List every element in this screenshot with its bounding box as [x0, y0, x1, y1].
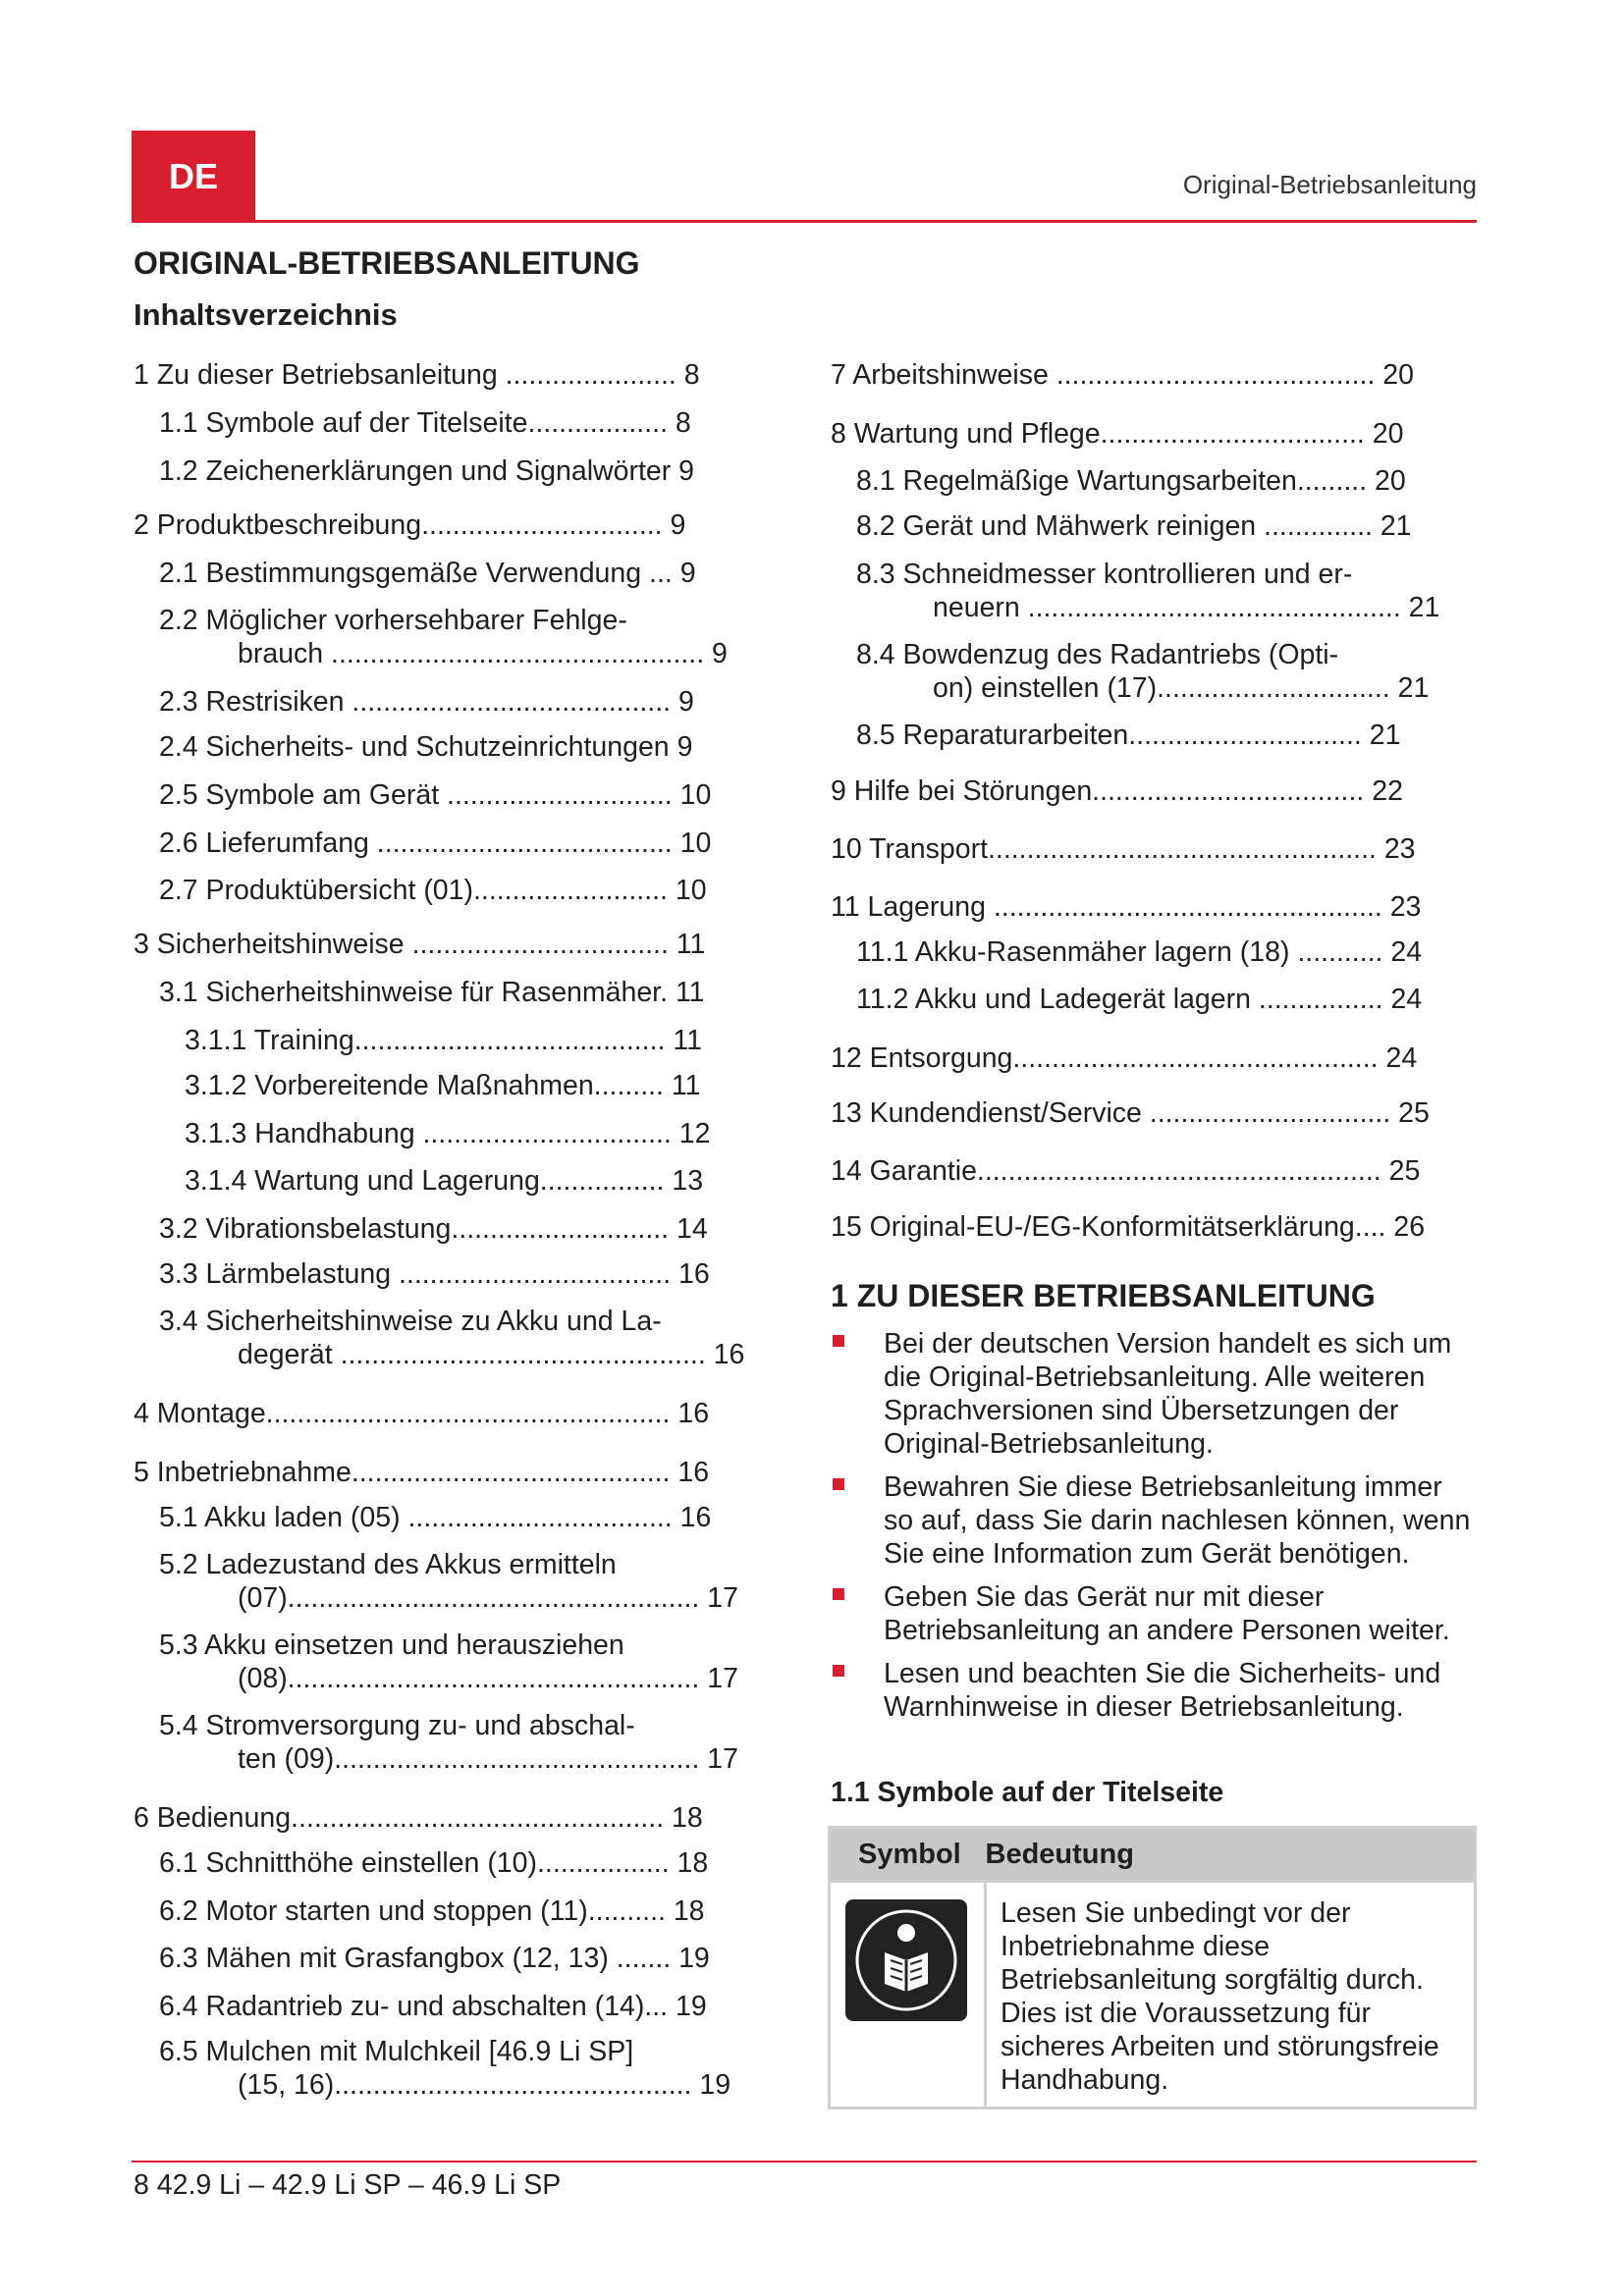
toc-entry[interactable]: 9 Hilfe bei Störungen................................... 22 [831, 775, 1403, 807]
bullet-square-icon [833, 1665, 844, 1677]
header-title: Original-Betriebsanleitung [1182, 170, 1477, 199]
document-title: ORIGINAL-BETRIEBSANLEITUNG [134, 245, 640, 281]
list-item: Lesen und beachten Sie die Sicherheits- und Warnhinweise in dieser Betriebsanleitung. [831, 1657, 1479, 1724]
toc-entry[interactable]: 13 Kundendienst/Service ............................... 25 [831, 1097, 1430, 1129]
toc-entry[interactable]: 8 Wartung und Pflege.................................. 20 [831, 418, 1404, 450]
toc-entry[interactable]: 6.4 Radantrieb zu- und abschalten (14)... 19 [159, 1991, 707, 2022]
toc-entry[interactable]: 2.3 Restrisiken ......................................... 9 [159, 686, 694, 718]
toc-entry[interactable]: 11 Lagerung .................................................. 23 [831, 891, 1422, 923]
read-manual-icon [845, 1899, 967, 2021]
page-footer: 8 42.9 Li – 42.9 Li SP – 46.9 Li SP [134, 2169, 562, 2201]
toc-entry[interactable]: 11.1 Akku-Rasenmäher lagern (18) ........... 24 [856, 936, 1423, 968]
toc-entry-continuation[interactable]: brauch ................................................ 9 [238, 638, 728, 669]
toc-entry[interactable]: 5.4 Stromversorgung zu- und abschal- [159, 1710, 635, 1741]
toc-entry[interactable]: 5.1 Akku laden (05) .................................. 16 [159, 1502, 712, 1533]
toc-entry[interactable]: 10 Transport.................................................. 23 [831, 833, 1416, 865]
toc-entry[interactable]: 5.3 Akku einsetzen und herausziehen [159, 1629, 624, 1661]
toc-entry[interactable]: 6.1 Schnitthöhe einstellen (10)................. 18 [159, 1847, 709, 1879]
toc-entry[interactable]: 8.2 Gerät und Mähwerk reinigen .............. 21 [856, 510, 1412, 542]
footer-rule [132, 2161, 1477, 2163]
toc-entry[interactable]: 2.7 Produktübersicht (01)......................... 10 [159, 875, 707, 906]
table-row [830, 1882, 1476, 2109]
toc-entry[interactable]: 8.5 Reparaturarbeiten.............................. 21 [856, 720, 1401, 751]
toc-entry[interactable]: 2.5 Symbole am Gerät ............................. 10 [159, 779, 712, 811]
toc-entry-continuation[interactable]: ten (09)............................................... 17 [238, 1743, 738, 1775]
toc-entry[interactable]: 2.6 Lieferumfang ...................................... 10 [159, 828, 712, 859]
toc-entry-continuation[interactable]: degerät ............................................... 16 [238, 1339, 745, 1370]
toc-entry[interactable]: 3.3 Lärmbelastung ................................... 16 [159, 1258, 710, 1290]
toc-entry[interactable]: 11.2 Akku und Ladegerät lagern ................ 24 [856, 984, 1423, 1015]
section-heading: 1 ZU DIESER BETRIEBSANLEITUNG [831, 1278, 1376, 1313]
toc-entry[interactable]: 3.4 Sicherheitshinweise zu Akku und La- [159, 1306, 662, 1337]
table-header-meaning: Bedeutung [986, 1828, 1476, 1882]
language-tab: DE [132, 131, 255, 222]
toc-entry[interactable]: 6.3 Mähen mit Grasfangbox (12, 13) ....... 19 [159, 1943, 710, 1974]
bullet-list [831, 1327, 1479, 1734]
toc-entry[interactable]: 8.3 Schneidmesser kontrollieren und er- [856, 559, 1353, 590]
toc-heading: Inhaltsverzeichnis [134, 297, 398, 332]
toc-entry[interactable]: 2.2 Möglicher vorhersehbarer Fehlge- [159, 605, 627, 636]
toc-entry[interactable]: 3.1.2 Vorbereitende Maßnahmen......... 11 [185, 1070, 701, 1101]
list-item: Bei der deutschen Version handelt es sich um die Original-Betriebsanleitung. Alle weiteren Sprachversionen sind Übersetzungen der Original-Betriebsanleitung. [831, 1327, 1479, 1461]
toc-entry[interactable]: 5 Inbetriebnahme......................................... 16 [134, 1457, 710, 1488]
toc-entry[interactable]: 1.2 Zeichenerklärungen und Signalwörter 9 [159, 455, 695, 487]
toc-entry-continuation[interactable]: on) einstellen (17).............................. 21 [933, 672, 1430, 704]
list-item: Geben Sie das Gerät nur mit dieser Betriebsanleitung an andere Personen weiter. [831, 1580, 1479, 1647]
toc-entry[interactable]: 12 Entsorgung............................................... 24 [831, 1042, 1418, 1074]
toc-entry[interactable]: 3.1.4 Wartung und Lagerung................ 13 [185, 1165, 704, 1197]
table-header-symbol: Symbol [830, 1828, 986, 1882]
list-item: Bewahren Sie diese Betriebsanleitung immer so auf, dass Sie darin nachlesen können, wenn Sie eine Information zum Gerät benötigen. [831, 1470, 1479, 1571]
toc-entry[interactable]: 4 Montage.................................................... 16 [134, 1398, 710, 1429]
toc-entry[interactable]: 1 Zu dieser Betriebsanleitung ...................... 8 [134, 359, 700, 391]
toc-entry[interactable]: 2.4 Sicherheits- und Schutzeinrichtungen 9 [159, 731, 693, 763]
symbol-meaning: Lesen Sie unbedingt vor der Inbetriebnahme diese Betriebsanleitung sorgfältig durch. Dies ist die Voraussetzung für sicheres Arbeiten und störungsfreie Handhabung. [986, 1882, 1476, 2109]
bullet-square-icon [833, 1588, 844, 1600]
toc-entry[interactable]: 6.2 Motor starten und stoppen (11).......... 18 [159, 1896, 705, 1927]
toc-entry[interactable]: 6.5 Mulchen mit Mulchkeil [46.9 Li SP] [159, 2036, 634, 2067]
bullet-square-icon [833, 1335, 844, 1347]
toc-entry[interactable]: 6 Bedienung................................................ 18 [134, 1802, 703, 1834]
toc-entry[interactable]: 8.1 Regelmäßige Wartungsarbeiten......... 20 [856, 465, 1406, 497]
toc-entry-continuation[interactable]: (15, 16).............................................. 19 [238, 2069, 731, 2101]
bullet-square-icon [833, 1478, 844, 1490]
toc-entry[interactable]: 5.2 Ladezustand des Akkus ermitteln [159, 1549, 617, 1580]
toc-entry-continuation[interactable]: (08)..................................................... 17 [238, 1663, 738, 1694]
symbol-table [828, 1826, 1477, 2109]
toc-entry[interactable]: 8.4 Bowdenzug des Radantriebs (Opti- [856, 639, 1339, 670]
toc-entry[interactable]: 7 Arbeitshinweise ......................................... 20 [831, 359, 1414, 391]
toc-entry[interactable]: 3.1 Sicherheitshinweise für Rasenmäher. 11 [159, 977, 705, 1008]
toc-entry[interactable]: 3.1.1 Training........................................ 11 [185, 1025, 702, 1056]
toc-entry[interactable]: 15 Original-EU-/EG-Konformitätserklärung.... 26 [831, 1211, 1426, 1243]
toc-entry[interactable]: 3.1.3 Handhabung ................................ 12 [185, 1118, 711, 1149]
toc-entry[interactable]: 1.1 Symbole auf der Titelseite.................. 8 [159, 407, 691, 439]
toc-entry[interactable]: 2.1 Bestimmungsgemäße Verwendung ... 9 [159, 558, 696, 589]
toc-entry[interactable]: 14 Garantie.................................................... 25 [831, 1155, 1421, 1187]
header-rule [132, 220, 1477, 223]
toc-entry-continuation[interactable]: (07)..................................................... 17 [238, 1582, 738, 1614]
toc-entry[interactable]: 3.2 Vibrationsbelastung............................ 14 [159, 1213, 708, 1245]
toc-entry[interactable]: 2 Produktbeschreibung............................... 9 [134, 509, 686, 541]
toc-entry[interactable]: 3 Sicherheitshinweise ................................. 11 [134, 929, 706, 960]
subsection-heading: 1.1 Symbole auf der Titelseite [831, 1777, 1224, 1808]
toc-entry-continuation[interactable]: neuern ................................................ 21 [933, 592, 1440, 623]
